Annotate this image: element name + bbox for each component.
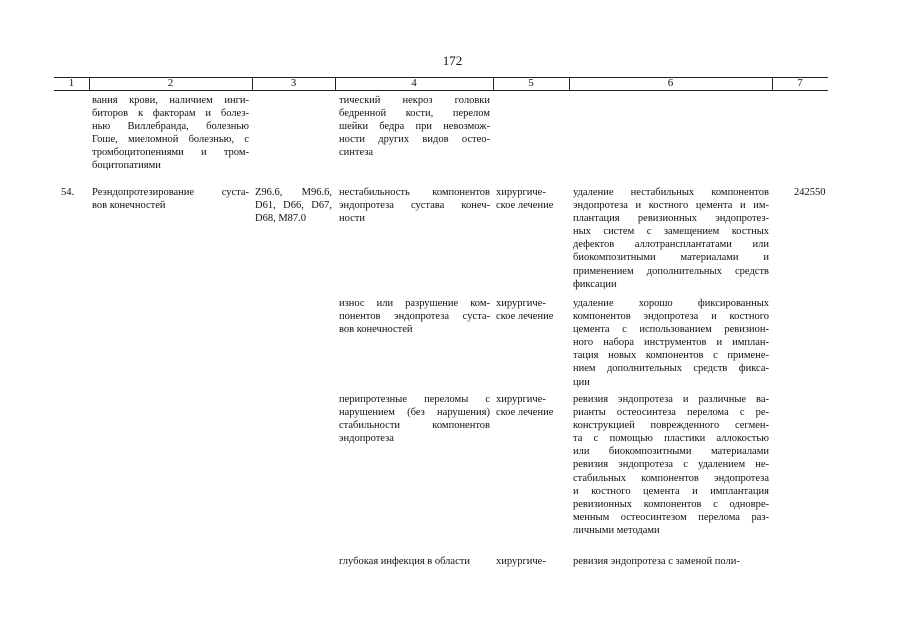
text-line: синтеза bbox=[339, 147, 374, 159]
text-line: нием дополнительных средств фикса- bbox=[573, 363, 769, 375]
text-line: ревизионных компонентов с одновре- bbox=[573, 498, 769, 510]
patient-model bbox=[339, 297, 490, 336]
text-line: и костного цемента и имплантация bbox=[573, 485, 769, 497]
patient-model bbox=[339, 186, 490, 225]
text-line: понентов эндопротеза суста- bbox=[339, 311, 490, 323]
text-line: ревизия эндопротеза с заменой поли- bbox=[573, 556, 740, 567]
text-line: вов конечностей bbox=[92, 200, 166, 212]
text-line: дефектов аллотрансплантатами или bbox=[573, 239, 769, 251]
text-line: эндопротеза и костного цемента и им- bbox=[573, 200, 769, 212]
text-line: плантация ревизионных эндопротез- bbox=[573, 213, 769, 225]
column-header-4: 4 bbox=[411, 77, 417, 89]
text-line: нарушением (без нарушения) bbox=[339, 407, 490, 419]
text-line: Реэндопротезирование суста- bbox=[92, 187, 249, 198]
text-line: личными методами bbox=[573, 524, 660, 536]
text-line: D61, D66, D67, bbox=[255, 200, 332, 212]
text-line: хирургиче- bbox=[496, 394, 546, 405]
text-line: стабильных компонентов эндопротеза bbox=[573, 472, 769, 484]
text-line: шейки бедра при невозмож- bbox=[339, 121, 490, 133]
treatment-type bbox=[496, 186, 553, 212]
column-header-6: 6 bbox=[667, 77, 674, 89]
continued-model-text bbox=[339, 94, 490, 159]
text-line: тация новых компонентов с примене- bbox=[573, 350, 769, 362]
header-bottom-rule bbox=[54, 90, 828, 91]
text-line: удаление хорошо фиксированных bbox=[573, 298, 769, 309]
text-line: ревизия эндопротеза с удалением не- bbox=[573, 459, 769, 471]
text-line: ции bbox=[573, 376, 590, 388]
text-line: вов конечностей bbox=[339, 324, 413, 336]
text-line: стабильности компонентов bbox=[339, 420, 490, 432]
text-line: биторов к факторам и болез- bbox=[92, 108, 249, 120]
text-line: износ или разрушение ком- bbox=[339, 298, 490, 309]
text-line: рианты остеосинтеза перелома с ре- bbox=[573, 407, 769, 419]
text-line: вания крови, наличием инги- bbox=[92, 95, 249, 106]
column-header-7: 7 bbox=[797, 77, 803, 89]
treatment-method bbox=[573, 393, 769, 537]
text-line: перипротезные переломы с bbox=[339, 394, 490, 405]
patient-model bbox=[339, 555, 490, 568]
text-line: тический некроз головки bbox=[339, 95, 490, 106]
text-line: ности других видов остео- bbox=[339, 134, 490, 146]
row-number: 54. bbox=[61, 187, 75, 198]
text-line: ных систем с замещением костных bbox=[573, 226, 769, 238]
treatment-method bbox=[573, 555, 769, 568]
text-line: конструкцией поврежденного сегмен- bbox=[573, 420, 769, 432]
text-line: эндопротеза bbox=[339, 433, 394, 445]
text-line: компонентов эндопротеза и костного bbox=[573, 311, 769, 323]
treatment-method bbox=[573, 297, 769, 389]
text-line: нью Виллебранда, болезнью bbox=[92, 121, 249, 133]
continued-disease-text bbox=[92, 94, 249, 173]
page-number: 172 bbox=[442, 53, 463, 68]
patient-model bbox=[339, 393, 490, 445]
treatment-method bbox=[573, 186, 769, 291]
text-line: ское лечение bbox=[496, 407, 554, 419]
text-line: ного набора инструментов и имплан- bbox=[573, 337, 769, 349]
text-line: или биокомпозитными материалами bbox=[573, 446, 769, 458]
text-line: ности bbox=[339, 213, 365, 225]
text-line: ское лечение bbox=[496, 311, 554, 323]
column-header-3: 3 bbox=[290, 77, 297, 89]
text-line: фиксации bbox=[573, 278, 617, 290]
procedure-name bbox=[92, 186, 249, 212]
text-line: ское лечение bbox=[496, 200, 554, 212]
text-line: тромбоцитопениями и тром- bbox=[92, 147, 249, 159]
text-line: Z96.6, M96.6, bbox=[255, 187, 332, 198]
text-line: биокомпозитными материалами и bbox=[573, 252, 769, 264]
text-line: цемента с использованием ревизион- bbox=[573, 324, 769, 336]
text-line: бедренной кости, перелом bbox=[339, 108, 490, 120]
icd-codes bbox=[255, 186, 332, 225]
text-line: нестабильность компонентов bbox=[339, 187, 490, 198]
text-line: глубокая инфекция в области bbox=[339, 556, 470, 567]
text-line: хирургиче- bbox=[496, 556, 546, 567]
column-header-1: 1 bbox=[68, 77, 75, 89]
price-value: 242550 bbox=[794, 187, 826, 198]
text-line: хирургиче- bbox=[496, 187, 546, 198]
column-header-5: 5 bbox=[528, 77, 534, 89]
text-line: ревизия эндопротеза и различные ва- bbox=[573, 394, 769, 405]
text-line: та с помощью пластики аллокостью bbox=[573, 433, 769, 445]
text-line: менным остеосинтезом перелома раз- bbox=[573, 511, 769, 523]
text-line: хирургиче- bbox=[496, 298, 546, 309]
text-line: эндопротеза сустава конеч- bbox=[339, 200, 490, 212]
treatment-type bbox=[496, 297, 553, 323]
column-header-2: 2 bbox=[167, 77, 174, 89]
text-line: применением дополнительных средств bbox=[573, 265, 769, 277]
text-line: удаление нестабильных компонентов bbox=[573, 187, 769, 198]
treatment-type bbox=[496, 555, 546, 568]
text-line: D68, M87.0 bbox=[255, 213, 307, 225]
treatment-type bbox=[496, 393, 553, 419]
text-line: боцитопатиями bbox=[92, 160, 161, 172]
text-line: Гоше, миеломной болезнью, с bbox=[92, 134, 249, 146]
